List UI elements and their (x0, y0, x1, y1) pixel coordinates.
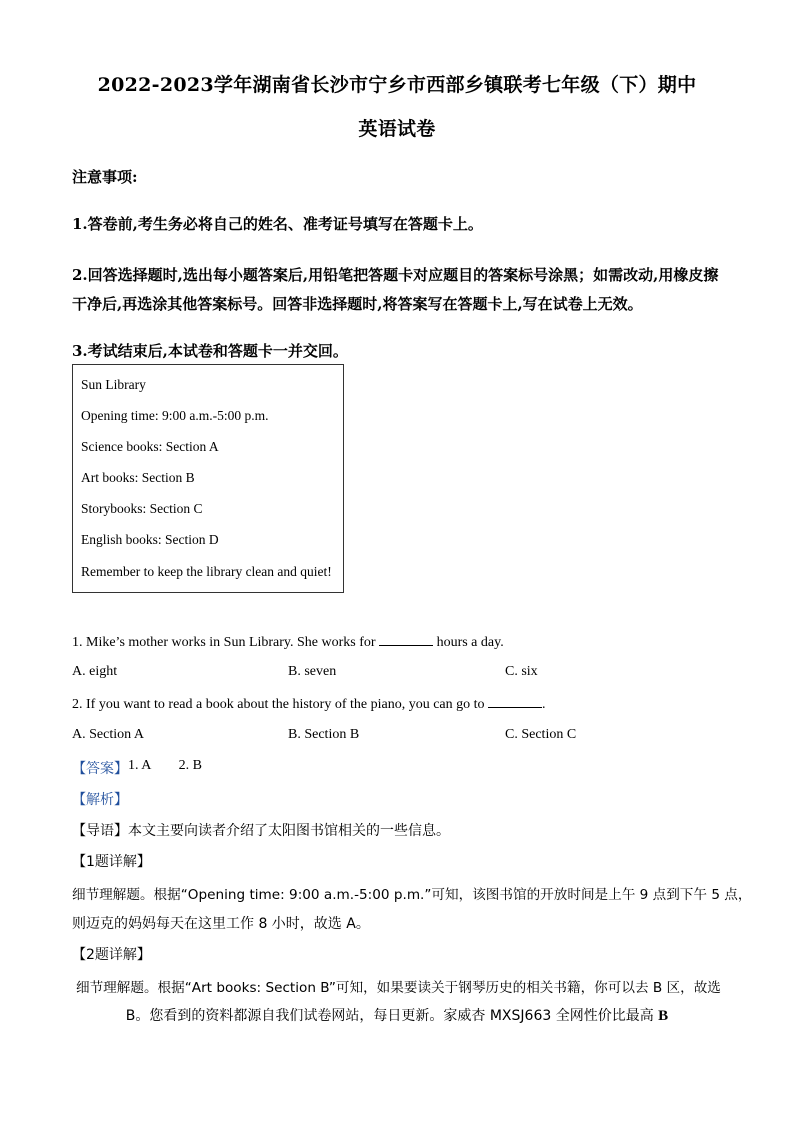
answer-label: 【答案】 (72, 761, 128, 777)
library-english-section: English books: Section D (81, 532, 219, 547)
question-1-stem (72, 633, 504, 651)
question-1-option-c: C. six (505, 664, 538, 679)
notice-item-3: 3.考试结束后,本试卷和答题卡一并交回。 (72, 342, 348, 360)
question-2-stem (72, 695, 546, 713)
library-art-section: Art books: Section B (81, 470, 195, 485)
question-2-stem-after: . (542, 697, 546, 712)
question-1-option-a: A. eight (72, 664, 118, 679)
notice-item-2: 2.回答选择题时,选出每小题答案后,用铅笔把答题卡对应题目的答案标号涂黑；如需改动,用橡皮擦干净后,再选涂其他答案标号。回答非选择题时,将答案写在答题卡上,写在试卷上无效。 (72, 266, 719, 313)
library-reminder: Remember to keep the library clean and quiet! (81, 564, 332, 579)
q1-detail-heading: 【1题详解】 (72, 854, 151, 870)
library-name: Sun Library (81, 377, 146, 392)
exam-title-line1: 2022-2023学年湖南省长沙市宁乡市西部乡镇联考七年级（下）期中 (97, 74, 697, 96)
question-2-option-a: A. Section A (72, 727, 144, 742)
question-2-option-b: B. Section B (288, 727, 360, 742)
library-science-section: Science books: Section A (81, 439, 219, 454)
notice-item-1: 1.答卷前,考生务必将自己的姓名、准考证号填写在答题卡上。 (72, 215, 483, 233)
question-1-blank (379, 633, 433, 646)
notice-heading: 注意事项: (72, 168, 138, 186)
q2-detail-line1: 细节理解题。根据“Art books: Section B”可知，如果要读关于钢琴历史的相关书籍，你可以去 B 区，故选 (76, 980, 721, 996)
answer-values: 1. A 2. B (128, 758, 202, 773)
exam-title-line2: 英语试卷 (358, 118, 436, 140)
question-2-blank (488, 695, 542, 708)
question-2-stem-before: 2. If you want to read a book about the history of the piano, you can go to (72, 697, 485, 712)
q1-detail-line2: 则迈克的妈妈每天在这里工作 8 小时，故选 A。 (72, 916, 370, 932)
analysis-label: 【解析】 (72, 792, 128, 808)
question-2-option-c: C. Section C (505, 727, 577, 742)
question-1-stem-after: hours a day. (436, 635, 504, 650)
question-1-stem-before: 1. Mike’s mother works in Sun Library. She works for (72, 635, 376, 650)
q2-detail-heading: 【2题详解】 (72, 947, 151, 963)
q2-detail-line2-trail: B (658, 1008, 669, 1024)
q2-detail-line2-text: B。您看到的资料都源自我们试卷网站，每日更新。家威杏 MXSJ663 全网性价比最高 (125, 1008, 654, 1024)
q2-detail-line2 (72, 1005, 722, 1025)
question-1-option-b: B. seven (288, 664, 337, 679)
library-notice-box (72, 364, 344, 593)
analysis-intro: 【导语】本文主要向读者介绍了太阳图书馆相关的一些信息。 (72, 823, 450, 839)
library-opening-time: Opening time: 9:00 a.m.-5:00 p.m. (81, 408, 269, 423)
q1-detail-line1: 细节理解题。根据“Opening time: 9:00 a.m.-5:00 p.m.”可知，该图书馆的开放时间是上午 9 点到下午 5 点， (72, 887, 752, 903)
library-story-section: Storybooks: Section C (81, 501, 203, 516)
